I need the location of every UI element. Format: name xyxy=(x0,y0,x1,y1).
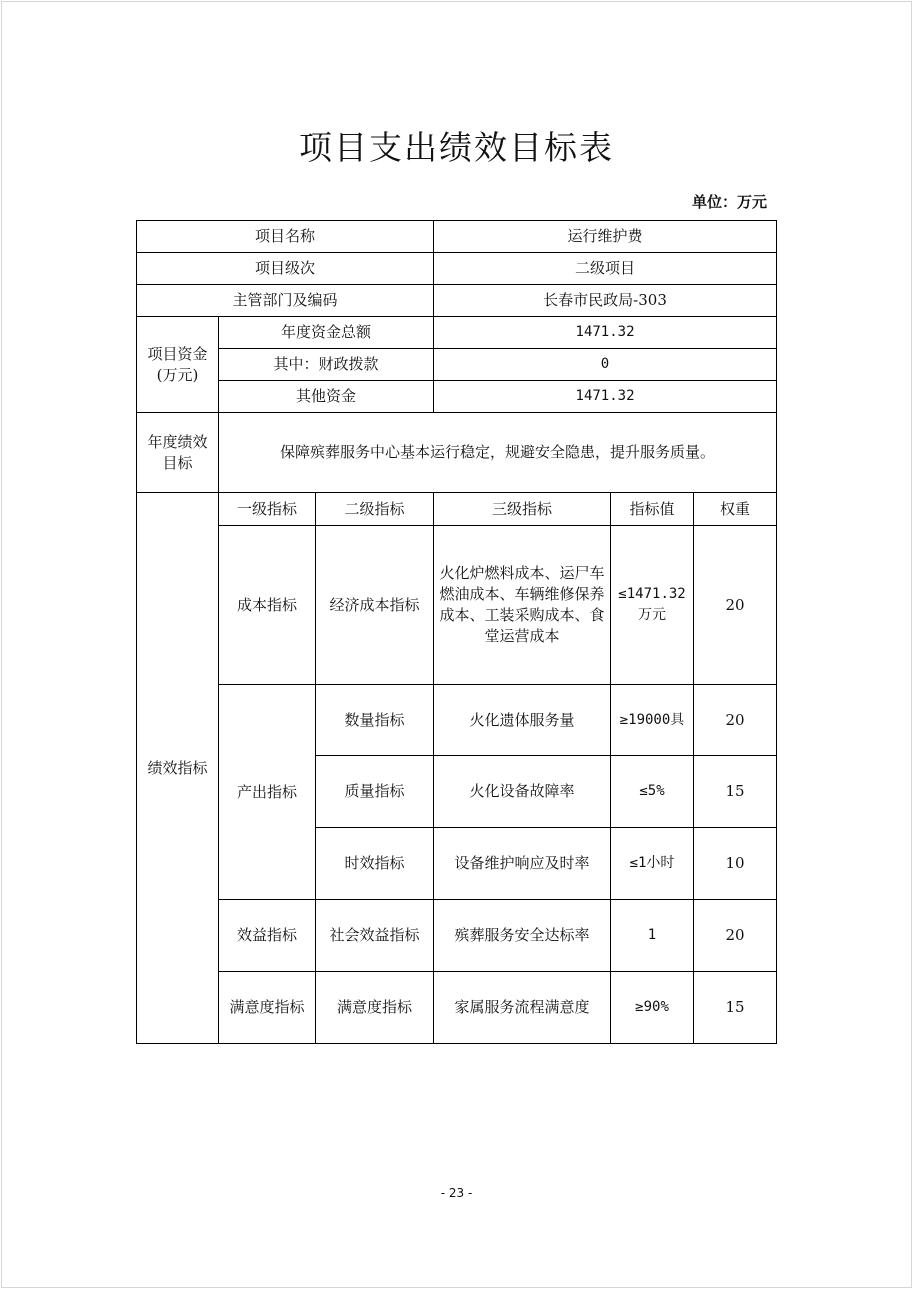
table-row xyxy=(137,221,777,253)
table-row xyxy=(137,317,777,349)
level2-cell: 质量指标 xyxy=(316,756,434,828)
table-row xyxy=(137,253,777,285)
indicators-label: 绩效指标 xyxy=(137,493,219,1044)
funds-total-label: 年度资金总额 xyxy=(219,317,434,349)
level2-cell: 数量指标 xyxy=(316,685,434,756)
value-cell: ≥19000具 xyxy=(611,685,694,756)
table-row xyxy=(137,381,777,413)
level3-cell: 火化炉燃料成本、运尸车燃油成本、车辆维修保养成本、工装采购成本、食堂运营成本 xyxy=(434,526,611,685)
table-row xyxy=(137,526,777,685)
project-name-label: 项目名称 xyxy=(137,221,434,253)
annual-goal-text: 保障殡葬服务中心基本运行稳定，规避安全隐患，提升服务质量。 xyxy=(219,413,777,493)
dept-value: 长春市民政局-303 xyxy=(434,285,777,317)
header-value: 指标值 xyxy=(611,493,694,526)
dept-label: 主管部门及编码 xyxy=(137,285,434,317)
table-row xyxy=(137,285,777,317)
performance-table xyxy=(136,220,777,1044)
table-row xyxy=(137,685,777,756)
header-weight: 权重 xyxy=(694,493,777,526)
table-row xyxy=(137,413,777,493)
level3-cell: 家属服务流程满意度 xyxy=(434,972,611,1044)
funds-other-label: 其他资金 xyxy=(219,381,434,413)
table-row xyxy=(137,493,777,526)
level3-cell: 设备维护响应及时率 xyxy=(434,828,611,900)
weight-cell: 15 xyxy=(694,756,777,828)
header-level2: 二级指标 xyxy=(316,493,434,526)
funds-total-value: 1471.32 xyxy=(434,317,777,349)
level3-cell: 火化遗体服务量 xyxy=(434,685,611,756)
funds-other-value: 1471.32 xyxy=(434,381,777,413)
table-row xyxy=(137,900,777,972)
project-level-value: 二级项目 xyxy=(434,253,777,285)
level1-cost: 成本指标 xyxy=(219,526,316,685)
weight-cell: 20 xyxy=(694,900,777,972)
value-cell: 1 xyxy=(611,900,694,972)
table-row xyxy=(137,349,777,381)
level1-satisfaction: 满意度指标 xyxy=(219,972,316,1044)
weight-cell: 20 xyxy=(694,526,777,685)
funds-fiscal-value: 0 xyxy=(434,349,777,381)
level2-cell: 满意度指标 xyxy=(316,972,434,1044)
project-level-label: 项目级次 xyxy=(137,253,434,285)
weight-cell: 20 xyxy=(694,685,777,756)
value-cell: ≤5% xyxy=(611,756,694,828)
weight-cell: 10 xyxy=(694,828,777,900)
value-cell: ≥90% xyxy=(611,972,694,1044)
page-title: 项目支出绩效目标表 xyxy=(299,128,614,167)
weight-cell: 15 xyxy=(694,972,777,1044)
level2-cell: 社会效益指标 xyxy=(316,900,434,972)
project-name-value: 运行维护费 xyxy=(434,221,777,253)
table-row xyxy=(137,972,777,1044)
funds-label: 项目资金(万元) xyxy=(137,317,219,413)
value-cell: ≤1471.32万元 xyxy=(611,526,694,685)
header-level1: 一级指标 xyxy=(219,493,316,526)
header-level3: 三级指标 xyxy=(434,493,611,526)
level1-output: 产出指标 xyxy=(219,685,316,900)
level3-cell: 火化设备故障率 xyxy=(434,756,611,828)
level3-cell: 殡葬服务安全达标率 xyxy=(434,900,611,972)
page-number: - 23 - xyxy=(440,1186,473,1200)
annual-goal-label: 年度绩效目标 xyxy=(137,413,219,493)
level1-benefit: 效益指标 xyxy=(219,900,316,972)
funds-fiscal-label: 其中：财政拨款 xyxy=(219,349,434,381)
level2-cell: 时效指标 xyxy=(316,828,434,900)
unit-label: 单位：万元 xyxy=(691,193,767,211)
value-cell: ≤1小时 xyxy=(611,828,694,900)
level2-cell: 经济成本指标 xyxy=(316,526,434,685)
